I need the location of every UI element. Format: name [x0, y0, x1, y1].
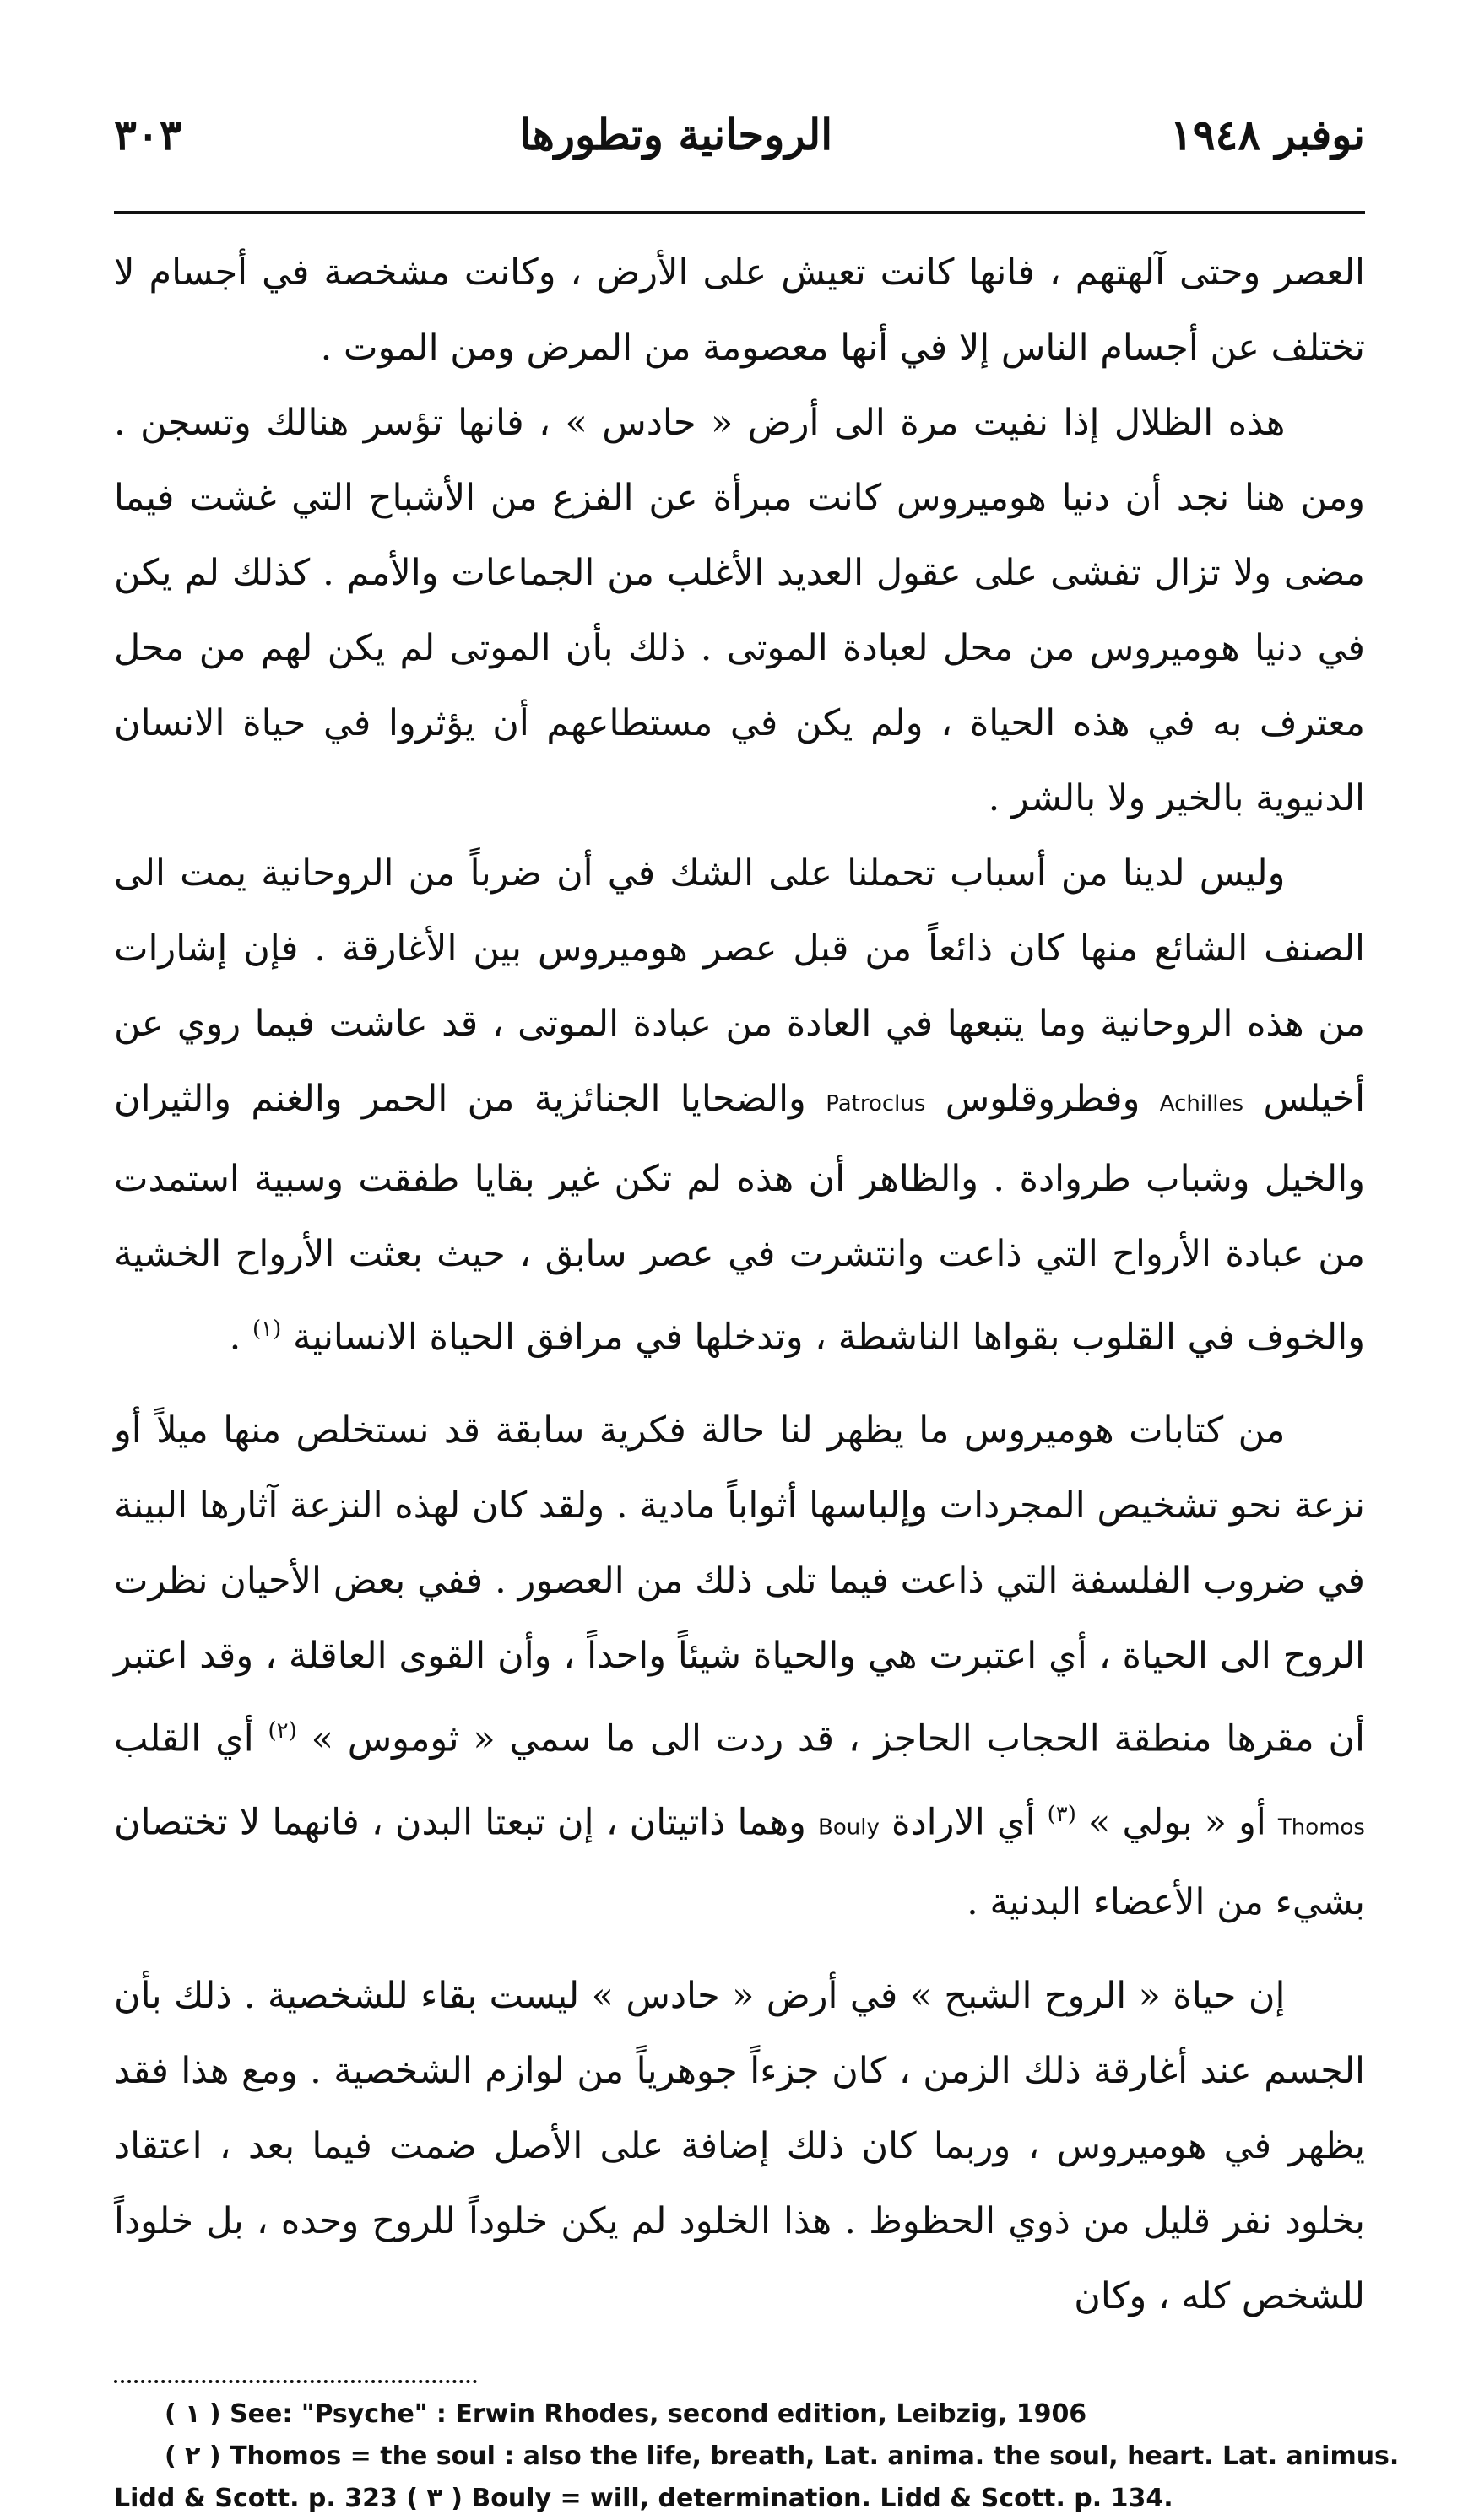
footnote-text: Thomos = the soul : also the life, breath, Lat. anima. the soul, heart. Lat. animus.	[230, 2441, 1400, 2471]
latin-term-bouly: Bouly	[818, 1814, 880, 1840]
footnote-text: See: "Psyche" : Erwin Rhodes, second edition, Leibzig, 1906	[230, 2398, 1087, 2429]
footnote-marker: ( ١ )	[165, 2398, 221, 2429]
footnote-ref[interactable]: (١)	[252, 1317, 282, 1342]
footnotes	[114, 2393, 1400, 2520]
paragraph: إن حياة « الروح الشبح » في أرض « حادس » ليست بقاء للشخصية . ذلك بأن الجسم عند أغارقة ذلك الزمن ، كان جزءاً جوهرياً من لوازم الشخصية . ومع هذا فقد يظهر في هوميروس ، وربما كان ذلك إضافة على الأصل ضمت فيما بعد ، اعتقاد بخلود نفر قليل من ذوي الحظوظ . هذا الخلود لم يكن خلوداً للروح وحده ، بل خلوداً للشخص كله ، وكان	[114, 1974, 1365, 2317]
footnote-ref[interactable]: (٢)	[268, 1718, 297, 1744]
paragraph-text: وهما ذاتيتان ، إن تبعتا البدن ، فانهما لا تختصان بشيء من الأعضاء البدنية .	[114, 1800, 1365, 1923]
paragraph-text: أو « بولي »	[1088, 1800, 1266, 1843]
footnote	[114, 2436, 1400, 2478]
footnote-prefix: Lidd & Scott. p. 323	[114, 2483, 398, 2513]
paragraph-text: أي الارادة	[891, 1800, 1036, 1843]
header-rule	[114, 211, 1365, 214]
paragraph-text: وفطروقلوس	[945, 1078, 1140, 1120]
paragraph: وليس لدينا من أسباب تحملنا على الشك في أن ضرباً من الروحانية يمت الى الصنف الشائع منها كان ذائعاً من قبل عصر هوميروس بين الأغارقة . فإن إشارات من هذه الروحانية وما يتبعها في العادة من عبادة الموتى ، قد عاشت فيما روي عن أخيلس Achilles وفطروقلوس Patroclus والضحايا الجنائزية من الحمر والغنم والثيران والخيل وشباب طروادة . والظاهر أن هذه لم تكن غير بقايا طفقت وسبية استمدت من عبادة الأرواح التي ذاعت وانتشرت في عصر سابق ، حيث بعثت الأرواح الخشية والخوف في القلوب بقواها الناشطة ، وتدخلها في مرافق الحياة الانسانية $^{(١)}$ .	[114, 852, 1366, 1359]
running-title: الروحانية وتطورها	[519, 110, 833, 160]
footnote-separator	[114, 2380, 477, 2383]
footnote-text: Bouly = will, determination. Lidd & Scott. p. 134.	[471, 2483, 1173, 2513]
footnote	[114, 2478, 1365, 2520]
issue-date: نوفبر ١٩٤٨	[1169, 110, 1365, 160]
paragraph	[114, 1393, 1365, 1940]
latin-term-patroclus: Patroclus	[826, 1091, 926, 1117]
paragraph-text: من كتابات هوميروس ما يظهر لنا حالة فكرية سابقة قد نستخلص منها ميلاً أو نزعة نحو تشخيص المجردات وإلباسها أثواباً مادية . ولقد كان لهذه النزعة آثارها البينة في ضروب الفلسفة التي ذاعت فيما تلى ذلك من العصور . ففي بعض الأحيان نظرت الروح الى الحياة ، أي اعتبرت هي والحياة شيئاً واحداً ، وأن القوى العاقلة ، وقد اعتبر أن مقرها منطقة الحجاب الحاجز ، قد ردت الى ما سمي « ثوموس »	[114, 1409, 1366, 1760]
article-body	[114, 235, 1365, 2334]
paragraph: العصر وحتى آلهتهم ، فانها كانت تعيش على الأرض ، وكانت مشخصة في أجسام لا تختلف عن أجسام الناس إلا في أنها معصومة من المرض ومن الموت .	[114, 251, 1365, 369]
page-header	[114, 110, 1365, 186]
footnote	[114, 2393, 1365, 2436]
footnote-marker: ( ٣ )	[406, 2483, 463, 2513]
latin-term-achilles: Achilles	[1159, 1091, 1244, 1117]
latin-term-thomos: Thomos	[1277, 1814, 1365, 1840]
paragraph-text: أي القلب	[114, 1717, 254, 1760]
footnote-marker: ( ٢ )	[165, 2441, 221, 2471]
paragraph-text: والضحايا الجنائزية من الحمر والغنم والثيران والخيل وشباب طروادة . والظاهر أن هذه لم تكن غير بقايا طفقت وسبية استمدت من عبادة الأرواح التي ذاعت وانتشرت في عصر سابق ، حيث بعثت الأرواح الخشية والخوف في القلوب بقواها الناشطة ، وتدخلها في مرافق الحياة الانسانية	[114, 1078, 1365, 1359]
page-number: ٣٠٣	[114, 110, 182, 160]
paragraph-text: وليس لدينا من أسباب تحملنا على الشك في أن ضرباً من الروحانية يمت الى الصنف الشائع منها كان ذائعاً من قبل عصر هوميروس بين الأغارقة . فإن إشارات من هذه الروحانية وما يتبعها في العادة من عبادة الموتى ، قد عاشت فيما روي عن أخيلس	[114, 852, 1366, 1120]
footnote-ref[interactable]: (٣)	[1047, 1801, 1076, 1827]
paragraph: هذه الظلال إذا نفيت مرة الى أرض « حادس » ، فانها تؤسر هنالك وتسجن . ومن هنا نجد أن دنيا هوميروس كانت مبرأة عن الفزع من الأشباح التي غشت فيما مضى ولا تزال تفشى على عقول العديد الأغلب من الجماعات والأمم . كذلك لم يكن في دنيا هوميروس من محل لعبادة الموتى . ذلك بأن الموتى لم يكن لهم من محل معترف به في هذه الحياة ، ولم يكن في مستطاعهم أن يؤثروا في حياة الانسان الدنيوية بالخير ولا بالشر .	[114, 402, 1365, 819]
